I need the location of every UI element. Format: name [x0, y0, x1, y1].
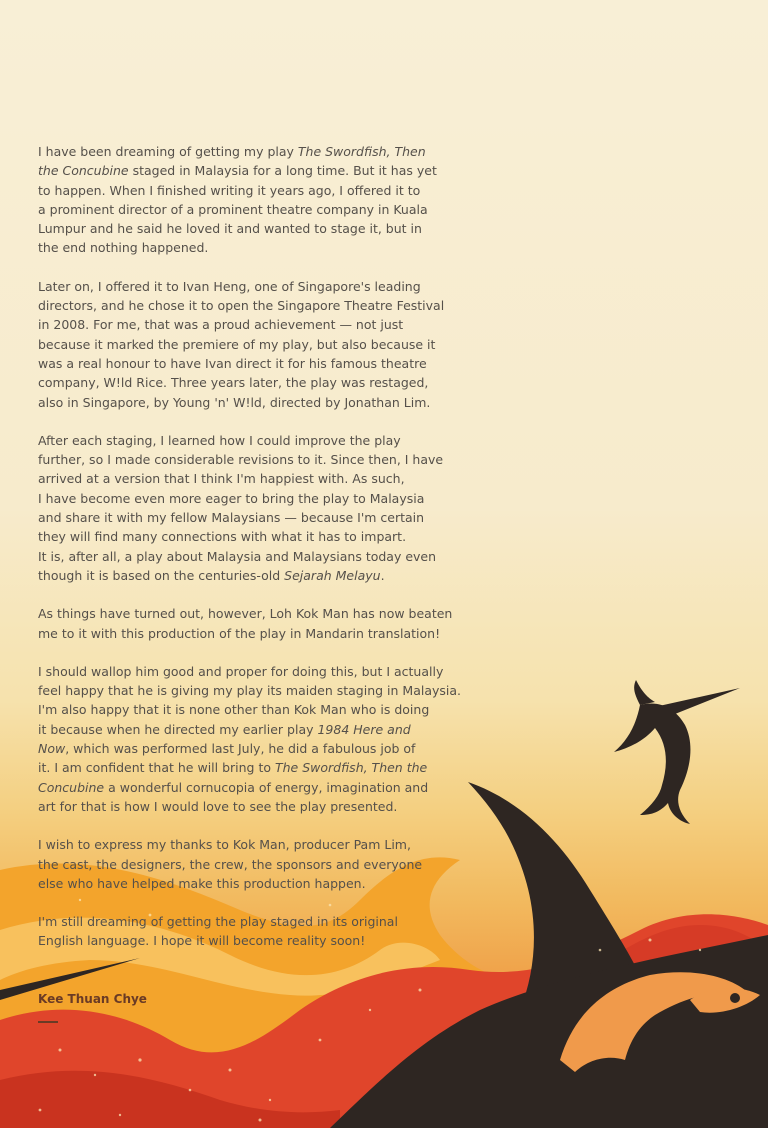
play-title: The Swordfish, Then [297, 144, 426, 159]
play-title: Concubine [38, 779, 105, 795]
text-line: and share it with my fellow Malaysians — because I'm certain [38, 510, 425, 526]
text-line: a prominent director of a prominent theatre company in Kuala [38, 201, 428, 217]
text-span: I have been dreaming of getting my play [38, 144, 298, 159]
text-line: to happen. When I finished writing it years ago, I offered it to [38, 182, 421, 198]
text-line [38, 720, 470, 739]
text-span: it because when he directed my earlier play [38, 721, 318, 737]
large-swordfish-eye [730, 993, 740, 1003]
text-line: arrived at a version that I think I'm happiest with. As such, [38, 471, 405, 487]
text-line: the cast, the designers, the crew, the sponsors and everyone [38, 856, 423, 872]
text-line: Later on, I offered it to Ivan Heng, one of Singapore's leading [38, 278, 421, 294]
text-line: because it marked the premiere of my play, but also because it [38, 336, 436, 352]
text-line [38, 778, 470, 797]
play-title: The Swordfish, Then the [275, 760, 428, 776]
paragraph [38, 912, 470, 951]
text-span: . [380, 567, 385, 583]
text-line: they will find many connections with what it has to impart. [38, 529, 407, 545]
text-line: English language. I hope it will become reality soon! [38, 933, 366, 949]
text-line: else who have helped make this production happen. [38, 875, 366, 891]
text-line [38, 758, 470, 777]
text-line: As things have turned out, however, Loh Kok Man has now beaten [38, 606, 453, 622]
book-title: Sejarah Melayu [284, 567, 381, 583]
play-title: 1984 Here and [317, 721, 411, 737]
paragraph [38, 604, 470, 643]
text-span: though it is based on the centuries-old [38, 567, 285, 583]
play-title: Now [38, 741, 66, 757]
text-line: was a real honour to have Ivan direct it for his famous theatre [38, 355, 427, 371]
text-line [38, 739, 470, 758]
text-span: a wonderful cornucopia of energy, imagination and [104, 779, 429, 795]
text-line: feel happy that he is giving my play its maiden staging in Malaysia. [38, 683, 462, 699]
text-line: in 2008. For me, that was a proud achievement — not just [38, 317, 404, 333]
text-span: it. I am confident that he will bring to [38, 760, 275, 776]
leaping-swordfish-icon [614, 680, 740, 824]
text-line: I'm also happy that it is none other than Kok Man who is doing [38, 702, 430, 718]
text-line [38, 142, 470, 161]
text-line: art for that is how I would love to see the play presented. [38, 798, 398, 814]
text-line: further, so I made considerable revisions to it. Since then, I have [38, 452, 444, 468]
text-line: I should wallop him good and proper for doing this, but I actually [38, 663, 444, 679]
text-line: I'm still dreaming of getting the play staged in its original [38, 914, 398, 930]
text-line: I have become even more eager to bring the play to Malaysia [38, 490, 425, 506]
letter-body [38, 142, 470, 970]
text-line [38, 161, 470, 180]
paragraph [38, 662, 470, 816]
text-line: directors, and he chose it to open the Singapore Theatre Festival [38, 298, 445, 314]
text-span: , which was performed last July, he did a fabulous job of [65, 741, 416, 757]
text-line: It is, after all, a play about Malaysia and Malaysians today even [38, 548, 437, 564]
paragraph [38, 277, 470, 412]
text-span: staged in Malaysia for a long time. But it has yet [128, 163, 437, 179]
signature-divider [38, 1021, 58, 1023]
text-line: the end nothing happened. [38, 240, 209, 256]
text-line: company, W!ld Rice. Three years later, the play was restaged, [38, 375, 429, 391]
paragraph [38, 431, 470, 585]
text-line: After each staging, I learned how I could improve the play [38, 432, 401, 448]
text-line: I wish to express my thanks to Kok Man, producer Pam Lim, [38, 837, 411, 853]
play-title: the Concubine [38, 163, 129, 179]
paragraph [38, 835, 470, 893]
text-line [38, 566, 470, 585]
text-line: me to it with this production of the play in Mandarin translation! [38, 625, 441, 641]
text-line: also in Singapore, by Young 'n' W!ld, directed by Jonathan Lim. [38, 394, 431, 410]
paragraph [38, 142, 470, 258]
author-signature: Kee Thuan Chye [38, 992, 147, 1006]
text-line: Lumpur and he said he loved it and wanted to stage it, but in [38, 221, 422, 237]
